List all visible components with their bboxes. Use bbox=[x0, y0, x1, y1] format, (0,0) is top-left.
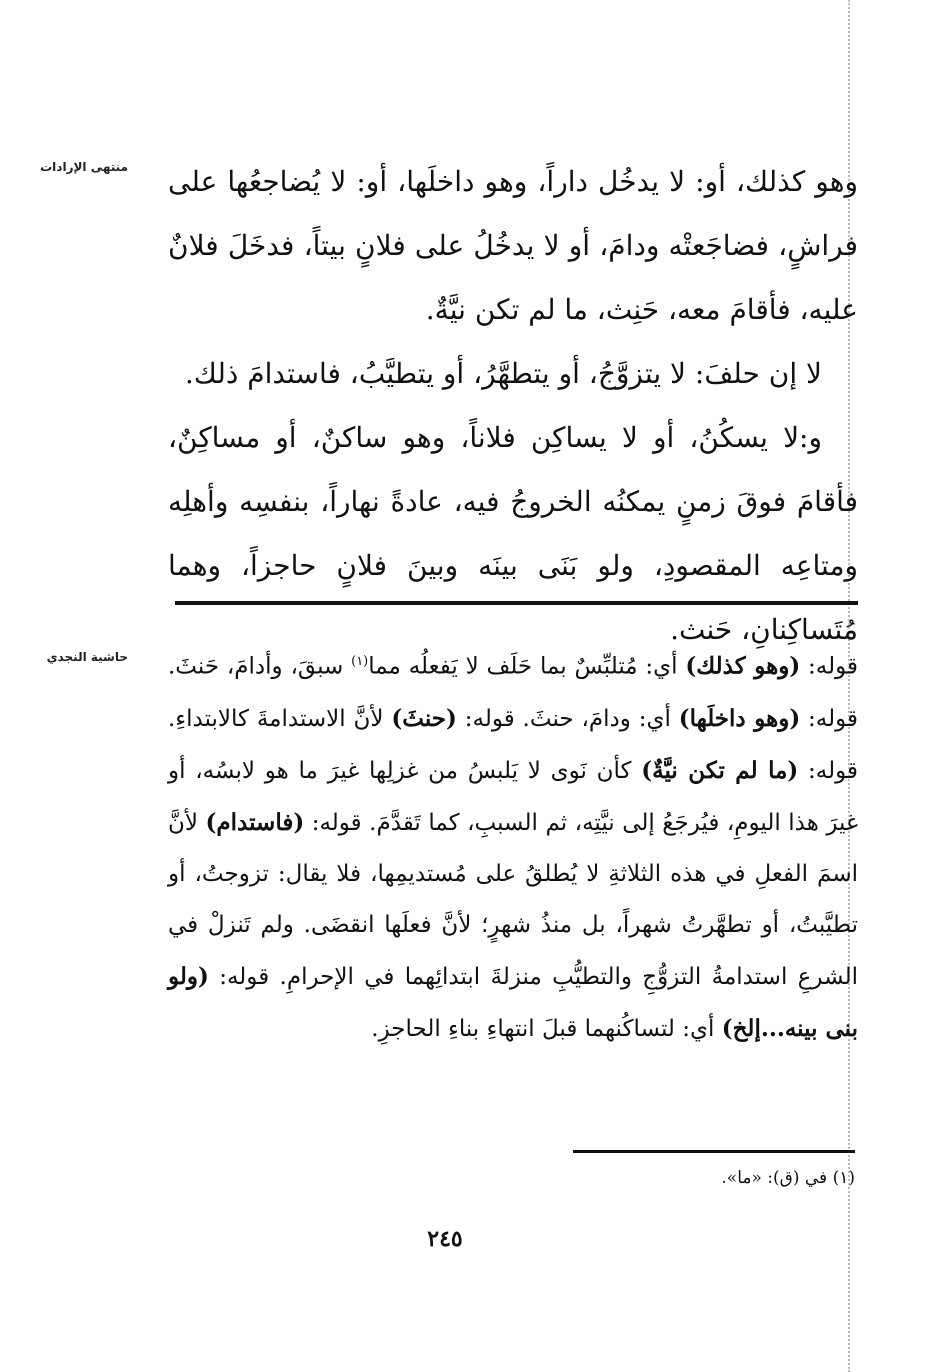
commentary-keyword: (ما لم تكن نيَّةٌ) bbox=[641, 756, 799, 784]
commentary-segment: لأنَّ الاستدامةَ كالابتداءِ. قوله: bbox=[168, 705, 859, 784]
commentary-keyword: (حنثَ) bbox=[391, 704, 457, 732]
main-paragraph-2: لا إن حلفَ: لا يتزوَّجُ، أو يتطهَّرُ، أو يتطيَّبُ، فاستدامَ ذلك. bbox=[184, 357, 822, 390]
footnote-divider bbox=[573, 1150, 855, 1153]
main-paragraph-1: وهو كذلك، أو: لا يدخُل داراً، وهو داخلَها، أو: لا يُضاجعُها على فراشٍ، فضاجَعتْه ودامَ، أو لا يدخُلُ على فلانٍ بيتاً، فدخَلَ فلانٌ عليه، فأقامَ معه، حَنِث، ما لم تكن نيَّةٌ. bbox=[168, 165, 858, 326]
footnote: (١) في (ق): «ما». bbox=[721, 1168, 855, 1188]
commentary-segment: كأن نَوى لا يَلبسُ من غزلِها غيرَ ما هو لابسُه، أو غيرَ هذا اليومِ، فيُرجَعُ إلى نيَّتِه، ثم السببِ، كما تَقدَّمَ. قوله: bbox=[168, 757, 858, 836]
commentary-segment: لأنَّ اسمَ الفعلِ في هذه الثلاثةِ لا يُطلقُ على مُستديمِها، فلا يقال: تزوجتُ، أو تطيَّبتُ، أو تطهَّرتُ شهراً، بل منذُ شهرٍ؛ لأنَّ فعلَها انقضَى. ولم تَنزلْ في الشرعِ استدامةُ التزوُّجِ والتطيُّبِ منزلةَ ابتدائِهما في الإحرامِ. قوله: bbox=[168, 809, 858, 990]
footnote-reference: (١) bbox=[351, 654, 369, 669]
commentary-segment: أي: مُتلبِّسٌ بما حَلَف لا يَفعلُه مما bbox=[368, 653, 686, 680]
side-label-main-source: منتهى الإرادات bbox=[40, 160, 128, 174]
commentary-paragraph bbox=[168, 636, 858, 1055]
commentary-keyword: (وهو كذلك) bbox=[685, 652, 801, 680]
commentary-segment: سبقَ، وأدامَ، حَنثَ. قوله: bbox=[168, 653, 859, 732]
main-paragraph-3: و:لا يسكُنُ، أو لا يساكِن فلاناً، وهو ساكنٌ، أو مساكِنٌ، فأقامَ فوقَ زمنٍ يمكنُه الخروجُ فيه، عادةً نهاراً، بنفسِه وأهلِه ومتاعِه المقصودِ، ولو بَنَى بينَه وبينَ فلانٍ حاجزاً، وهما مُتَساكِنانِ، حَنث. bbox=[168, 421, 858, 646]
main-text bbox=[168, 150, 858, 662]
commentary-segment: أي: ودامَ، حنثَ. قوله: bbox=[456, 705, 679, 732]
commentary-text bbox=[168, 636, 858, 1055]
section-divider bbox=[175, 601, 858, 605]
commentary-segment: قوله: bbox=[800, 653, 858, 680]
commentary-keyword: (وهو داخلَها) bbox=[678, 704, 801, 732]
commentary-keyword: (ولو بنى بينه...إلخ) bbox=[168, 962, 858, 1042]
commentary-keyword: (فاستدام) bbox=[205, 808, 305, 836]
page-number: ٢٤٥ bbox=[427, 1226, 463, 1252]
commentary-segment: أي: لتساكُنهما قبلَ انتهاءِ بناءِ الحاجزِ. bbox=[371, 1015, 722, 1042]
side-label-commentary: حاشية النجدي bbox=[46, 650, 128, 664]
